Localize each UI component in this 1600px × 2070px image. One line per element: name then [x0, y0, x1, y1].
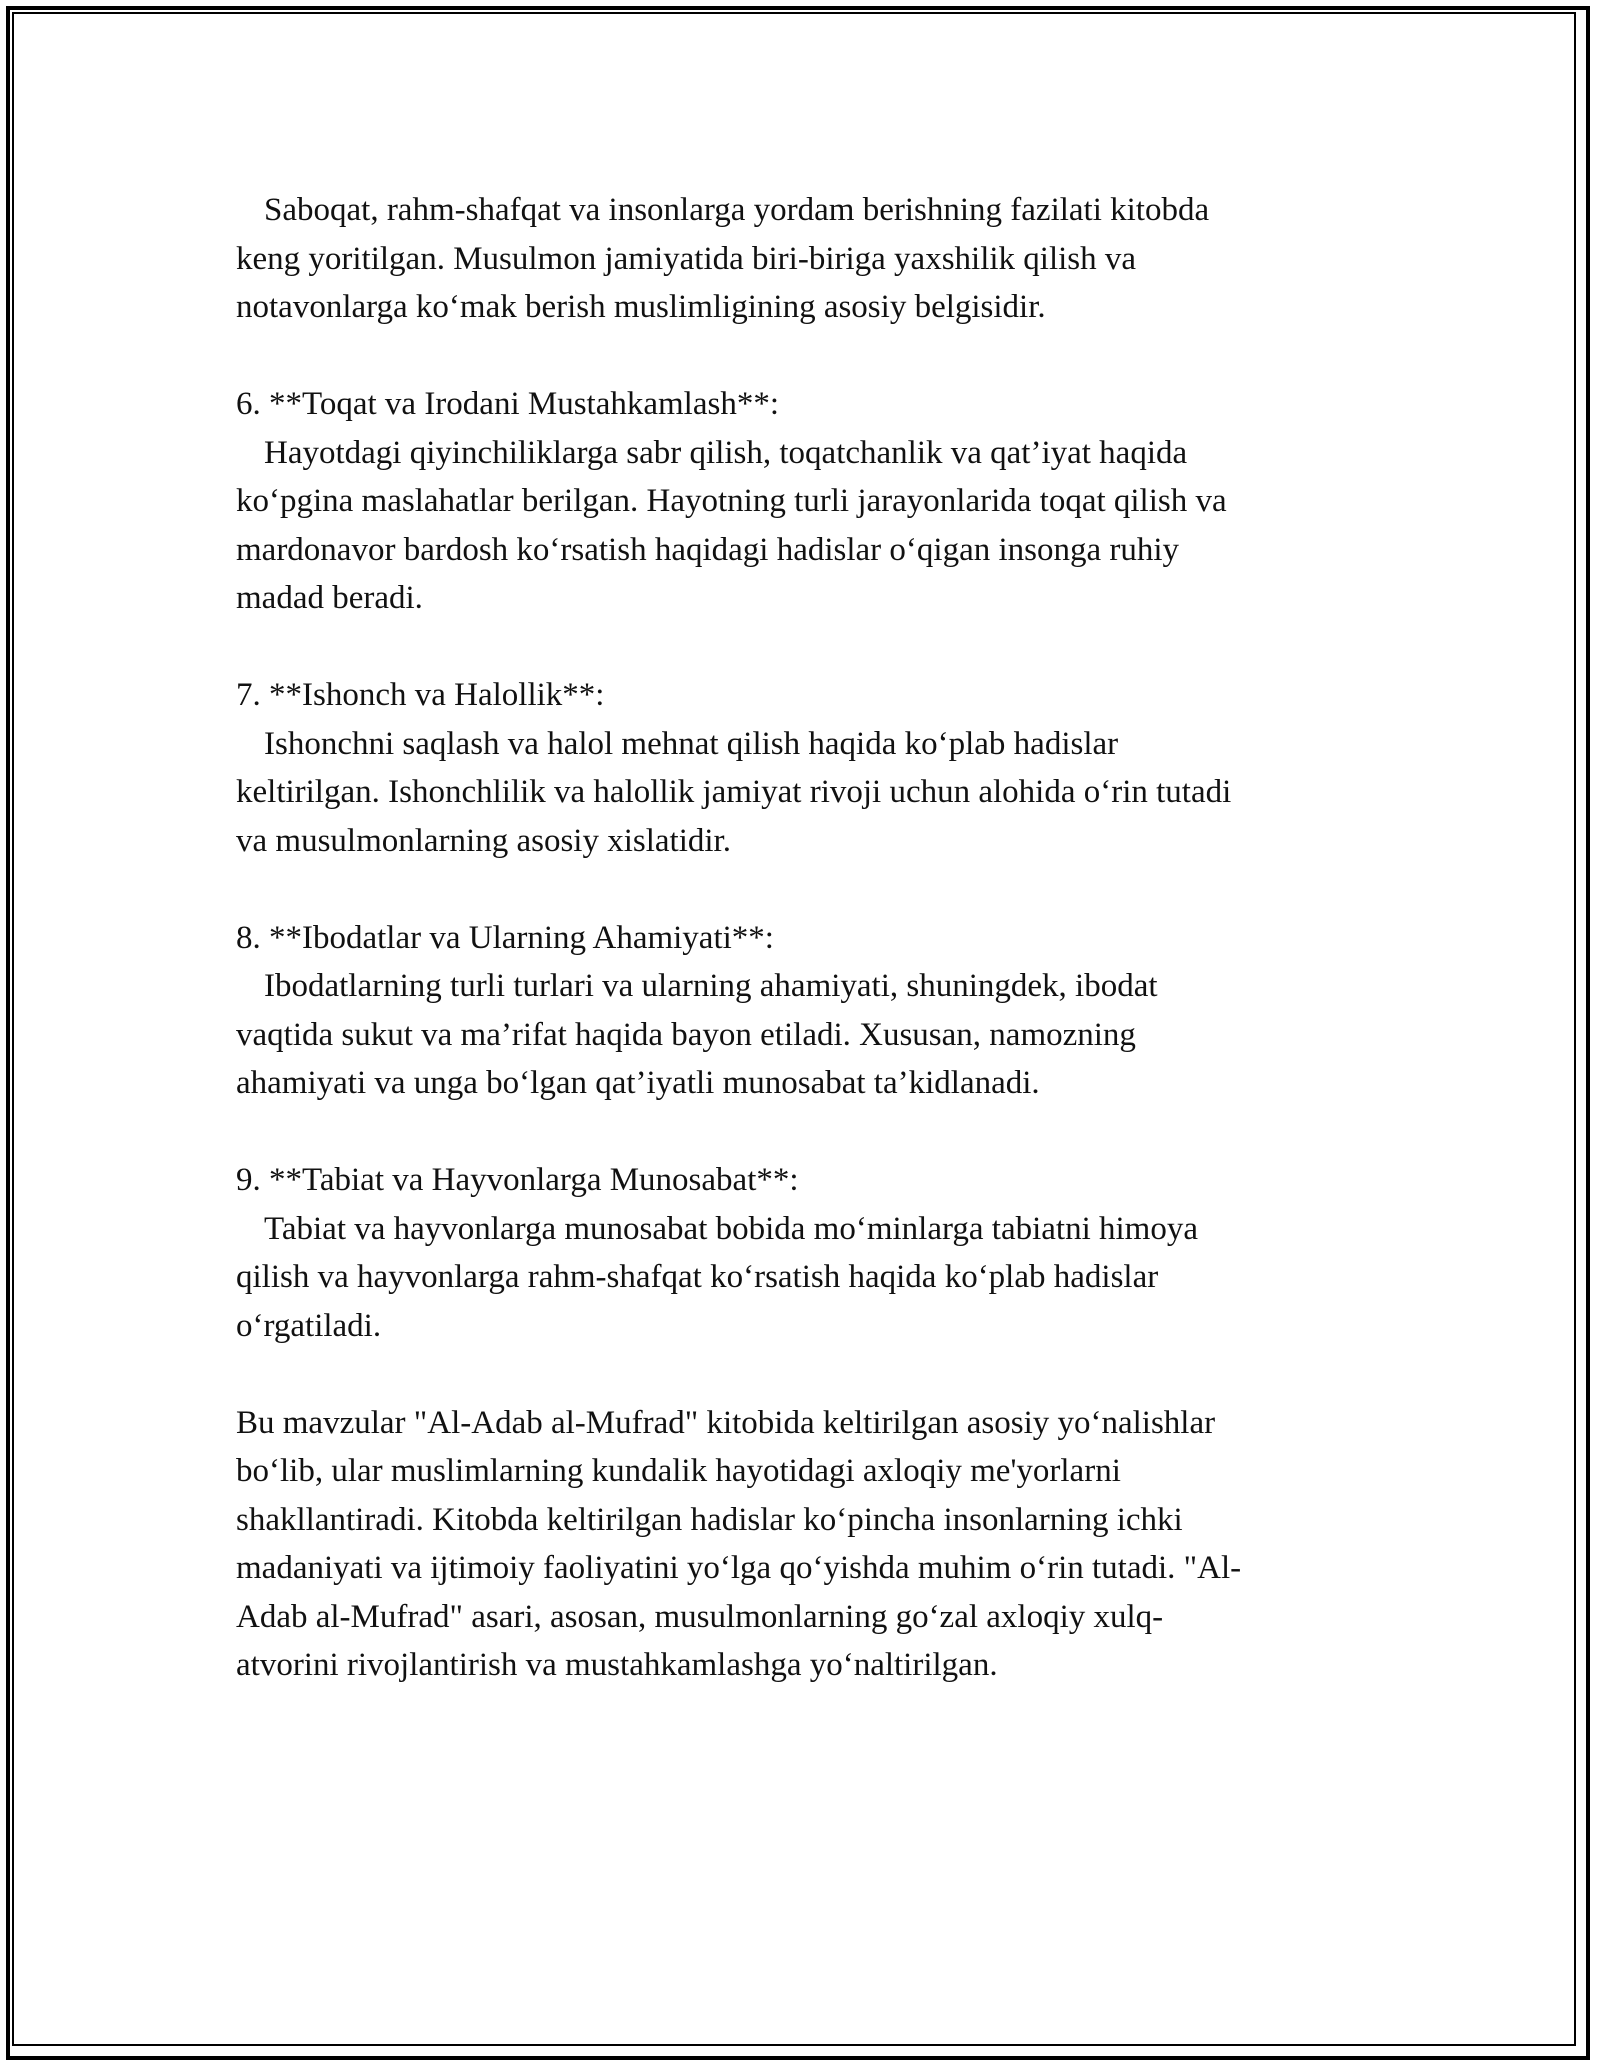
text-line: Saboqat, rahm-shafqat va insonlarga yordam berishning fazilati kitobda — [264, 192, 1210, 228]
text-line: notavonlarga ko‘mak berish muslimligining asosiy belgisidir. — [236, 289, 1046, 325]
text-line: ahamiyati va unga bo‘lgan qat’iyatli munosabat ta’kidlanadi. — [236, 1065, 1040, 1101]
section-7 — [236, 671, 1366, 865]
text-line: Hayotdagi qiyinchiliklarga sabr qilish, toqatchanlik va qat’iyat haqida — [264, 434, 1188, 471]
text-line: Ishonchni saqlash va halol mehnat qilish haqida ko‘plab hadislar — [264, 725, 1119, 762]
text-line: shakllantiradi. Kitobda keltirilgan hadislar ko‘pincha insonlarning ichki — [236, 1501, 1183, 1538]
text-line: keltirilgan. Ishonchlilik va halollik jamiyat rivoji uchun alohida o‘rin tutadi — [236, 774, 1232, 810]
section-heading: 7. **Ishonch va Halollik**: — [236, 677, 605, 713]
text-line: madad beradi. — [236, 580, 423, 616]
intro-paragraph — [236, 186, 1366, 332]
section-heading: 6. **Toqat va Irodani Mustahkamlash**: — [236, 386, 780, 422]
text-line: va musulmonlarning asosiy xislatidir. — [236, 822, 731, 859]
text-line: madaniyati va ijtimoiy faoliyatini yo‘lga qo‘yishda muhim o‘rin tutadi. "Al- — [236, 1550, 1242, 1586]
text-line: o‘rgatiladi. — [236, 1307, 382, 1344]
text-line: Ibodatlarning turli turlari va ularning ahamiyati, shuningdek, ibodat — [264, 968, 1158, 1004]
section-6 — [236, 380, 1366, 623]
section-9 — [236, 1156, 1366, 1350]
conclusion-paragraph — [236, 1399, 1366, 1690]
text-line: mardonavor bardosh ko‘rsatish haqidagi hadislar o‘qigan insonga ruhiy — [236, 531, 1180, 568]
text-line: bo‘lib, ular muslimlarning kundalik hayotidagi axloqiy me'yorlarni — [236, 1453, 1121, 1489]
section-8 — [236, 914, 1366, 1108]
text-line: qilish va hayvonlarga rahm-shafqat ko‘rsatish haqida ko‘plab hadislar — [236, 1259, 1159, 1295]
section-heading: 9. **Tabiat va Hayvonlarga Munosabat**: — [236, 1162, 799, 1198]
text-line: ko‘pgina maslahatlar berilgan. Hayotning turli jarayonlarida toqat qilish va — [236, 483, 1227, 519]
document-body — [236, 186, 1366, 1738]
section-heading: 8. **Ibodatlar va Ularning Ahamiyati**: — [236, 919, 774, 956]
text-line: Tabiat va hayvonlarga munosabat bobida mo‘minlarga tabiatni himoya — [264, 1210, 1198, 1247]
text-line: vaqtida sukut va ma’rifat haqida bayon etiladi. Xususan, namozning — [236, 1016, 1136, 1053]
text-line: keng yoritilgan. Musulmon jamiyatida biri-biriga yaxshilik qilish va — [236, 240, 1137, 277]
text-line: atvorini rivojlantirish va mustahkamlashga yo‘naltirilgan. — [236, 1647, 998, 1683]
text-line: Adab al-Mufrad" asari, asosan, musulmonlarning go‘zal axloqiy xulq- — [236, 1598, 1164, 1635]
text-line: Bu mavzular "Al-Adab al-Mufrad" kitobida keltirilgan asosiy yo‘nalishlar — [236, 1404, 1216, 1441]
